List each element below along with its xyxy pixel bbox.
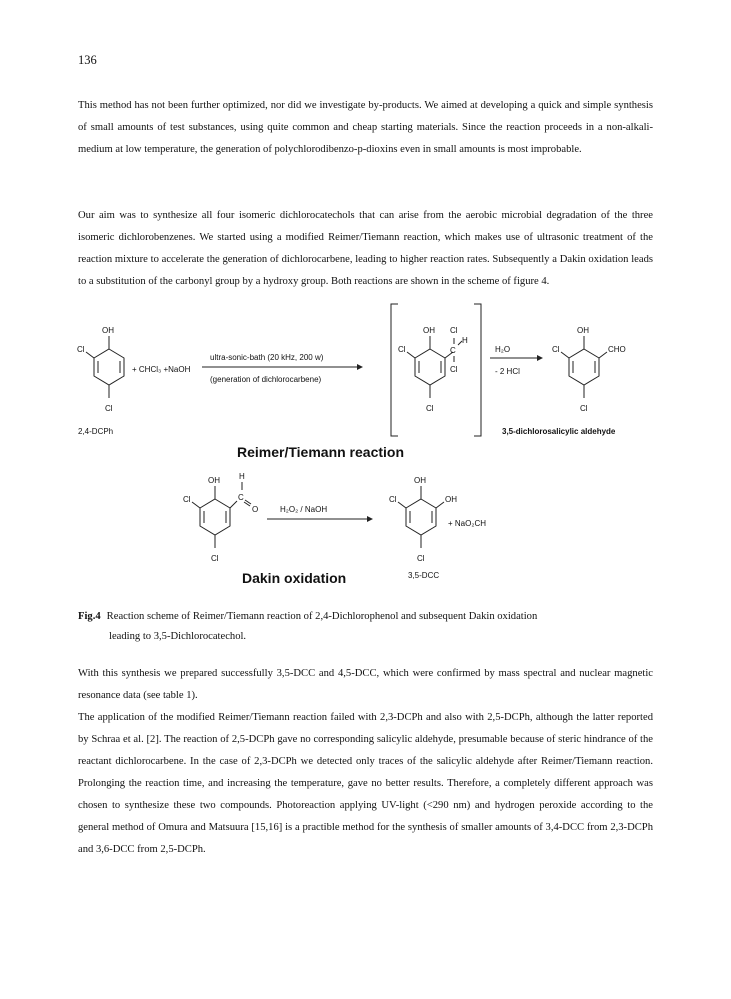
reaction-scheme-figure xyxy=(72,296,632,596)
atom-cl: Cl xyxy=(450,326,458,335)
atom-h: H xyxy=(462,336,468,345)
dakin-reagent: H₂O₂ / NaOH xyxy=(280,505,328,514)
paragraph-aim: Our aim was to synthesize all four isomeric dichlorocatechols that can arise from the aerobic microbial degradation of the three isomeric dichlorobenzenes. We started using a modified Reimer/Tiemann reaction, which makes use of ultrasonic treatment of the reaction mixture to accelerate the generation of dichlorocarbene, leading to higher reaction rates. Subsequently a Dakin oxidation leads to a substitution of the carbonyl group by a hydroxy group. Both reactions are shown in the scheme of figure 4. xyxy=(78,210,653,287)
atom-oh: OH xyxy=(423,326,435,335)
step2-bottom: - 2 HCl xyxy=(495,367,520,376)
atom-oh: OH xyxy=(445,495,457,504)
atom-cl: Cl xyxy=(77,345,85,354)
product-label: 3,5-dichlorosalicylic aldehyde xyxy=(502,427,616,436)
atom-o: O xyxy=(252,505,259,514)
reaction-scheme-svg xyxy=(72,296,632,596)
reimer-tiemann-title: Reimer/Tiemann reaction xyxy=(237,444,405,460)
molecule-3-5-dcc xyxy=(389,476,457,580)
atom-cl: Cl xyxy=(417,554,425,563)
figure-label: Fig.4 xyxy=(78,611,101,622)
paragraph-intro: This method has not been further optimized, nor did we investigate by-products. We aimed at developing a quick and simple synthesis of small amounts of test substances, using quite common and cheap starting materials. Since the reaction proceeds in a non-alkali-medium at low temperature, the generation of polychlorodibenzo-p-dioxins even in small amounts is most improbable. xyxy=(78,100,653,155)
caption-line-2: leading to 3,5-Dichlorocatechol. xyxy=(109,631,247,642)
molecule-2-4-dcph xyxy=(77,326,124,436)
atom-oh: OH xyxy=(208,476,220,485)
molecule-aldehyde-reactant xyxy=(183,472,258,563)
atom-oh: OH xyxy=(577,326,589,335)
atom-c: C xyxy=(238,493,244,502)
atom-cl: Cl xyxy=(552,345,560,354)
atom-cl: Cl xyxy=(211,554,219,563)
dakin-byproduct: + NaO₂CH xyxy=(448,519,487,528)
atom-cho: CHO xyxy=(608,345,626,354)
atom-h: H xyxy=(239,472,245,481)
atom-cl: Cl xyxy=(389,495,397,504)
atom-cl: Cl xyxy=(105,404,113,413)
atom-cl: Cl xyxy=(426,404,434,413)
dakin-oxidation-title: Dakin oxidation xyxy=(242,570,347,586)
reactant-label: 2,4-DCPh xyxy=(78,427,114,436)
reagents-chcl3-naoh: + CHCl₃ +NaOH xyxy=(132,365,191,374)
paragraph-results: With this synthesis we prepared successfully 3,5-DCC and 4,5-DCC, which were confirmed by mass spectral and nuclear magnetic resonance data (see table 1). xyxy=(78,668,653,701)
product-label-dcc: 3,5-DCC xyxy=(408,571,440,580)
page-number: 136 xyxy=(78,53,97,67)
molecule-dichlorosalicylic-aldehyde xyxy=(502,326,626,436)
molecule-intermediate xyxy=(398,326,468,413)
arrow-condition-bottom: (generation of dichlorocarbene) xyxy=(210,375,322,384)
paragraph-alternative-approach: The application of the modified Reimer/Tiemann reaction failed with 2,3-DCPh and also with 2,5-DCPh, although the latter reported by Schraa et al. [2]. The reaction of 2,5-DCPh gave no corresponding salicylic aldehyde, presumable because of steric hindrance of the reactant dichlorocarbene. In the case of 2,3-DCPh we detected only traces of the salicylic aldehyde after Reimer/Tiemann reaction. Prolonging the reaction time, and increasing the temperature, gave no better results. Therefore, a completely different approach was chosen to synthesize these two compounds. Photoreaction applying UV-light (<290 nm) and hydrogen peroxide according to the general method of Omura and Matsuura [15,16] is a practible method for the synthesis of smaller amounts of 3,4-DCC from 2,3-DCPh and 3,6-DCC from 2,5-DCPh. xyxy=(78,712,653,855)
atom-cl: Cl xyxy=(183,495,191,504)
atom-cl: Cl xyxy=(580,404,588,413)
arrow-condition-top: ultra-sonic-bath (20 kHz, 200 w) xyxy=(210,353,324,362)
atom-cl: Cl xyxy=(450,365,458,374)
caption-line-1: Reaction scheme of Reimer/Tiemann reaction of 2,4-Dichlorophenol and subsequent Dakin oxidation xyxy=(106,611,538,622)
atom-c: C xyxy=(450,346,456,355)
atom-oh: OH xyxy=(414,476,426,485)
atom-cl: Cl xyxy=(398,345,406,354)
step2-top: H₂O xyxy=(495,345,511,354)
figure-caption xyxy=(78,607,653,647)
intermediate-brackets xyxy=(391,304,481,436)
atom-oh: OH xyxy=(102,326,114,335)
